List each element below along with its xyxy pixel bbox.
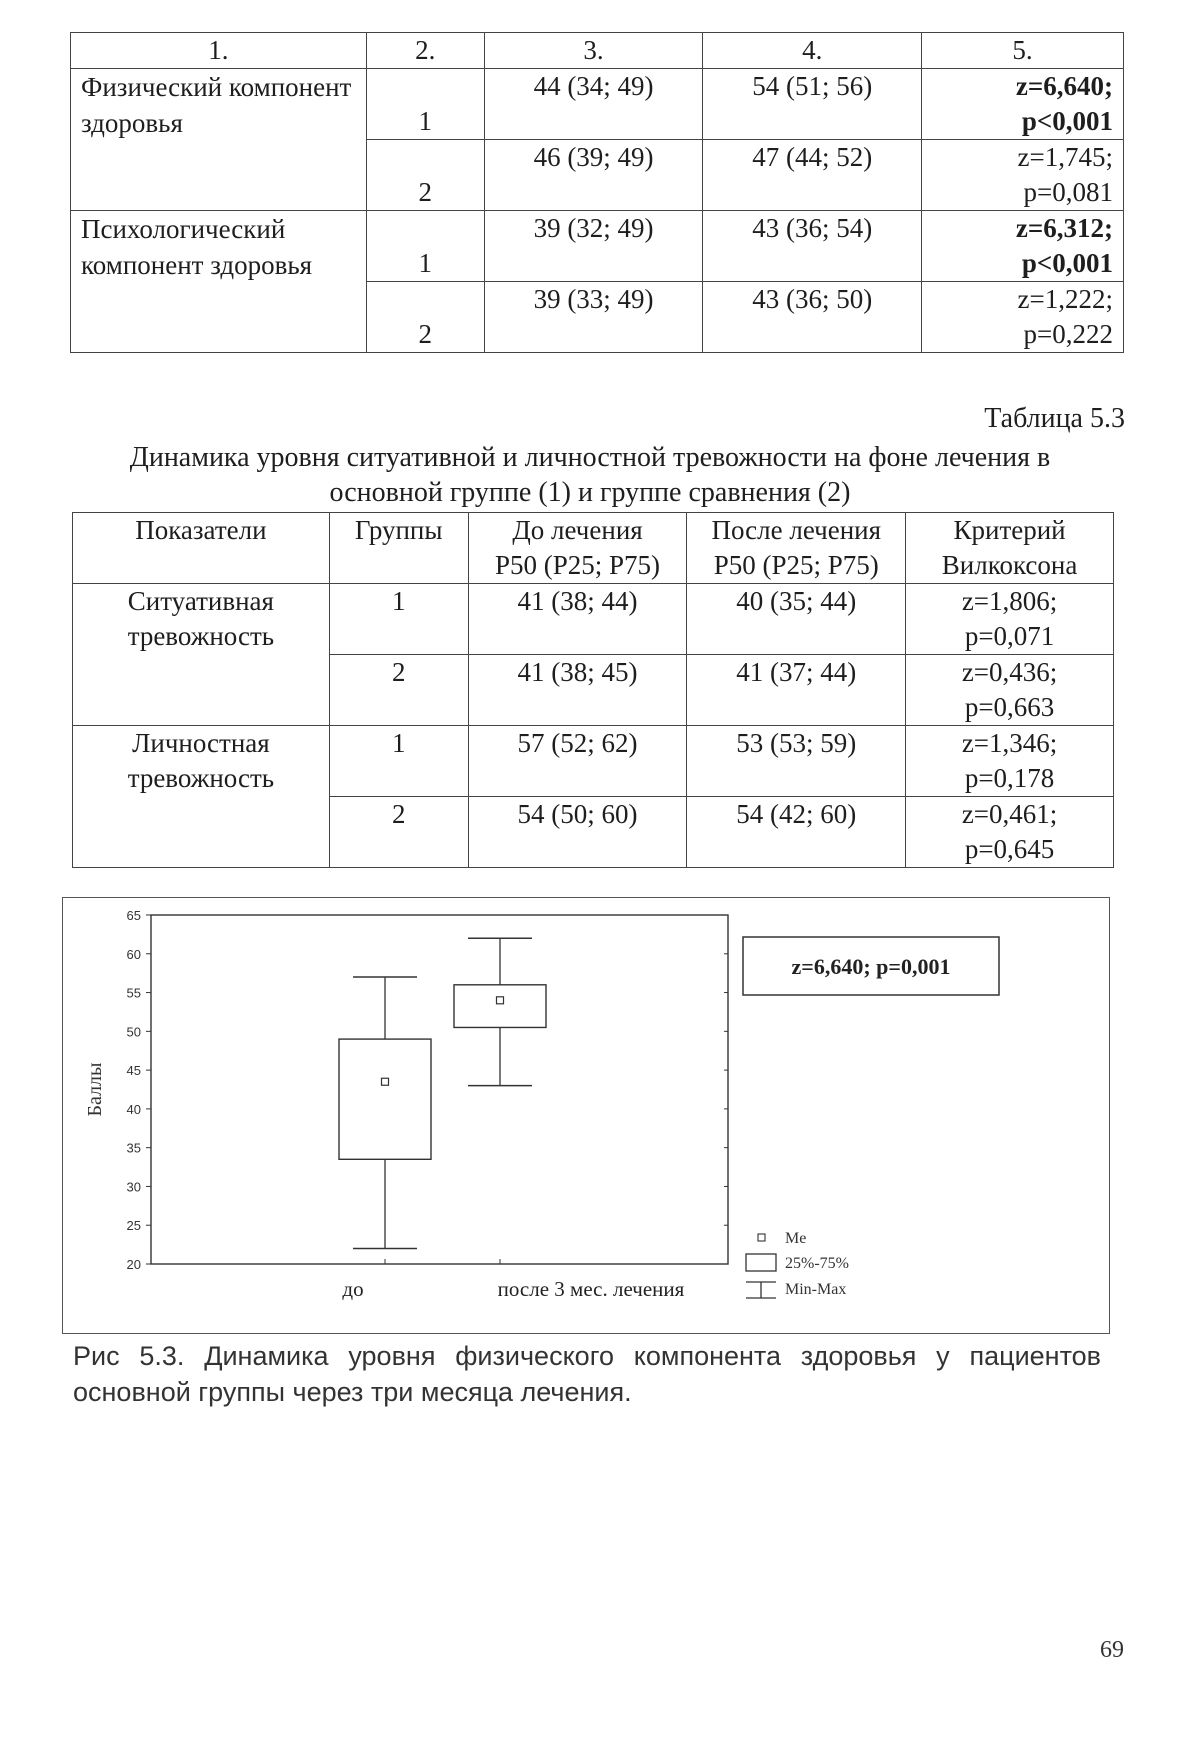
stat-cell [906,655,1114,726]
before-cell: 39 (33; 49) [484,282,703,353]
legend-label-minmax: Min-Max [785,1281,847,1298]
figure-caption: Рис 5.3. Динамика уровня физического компонента здоровья у пациентов основной группы через три месяца лечения. [73,1341,1101,1407]
after-cell: 54 (51; 56) [703,69,922,140]
figure-frame [62,897,1110,1334]
row-label-physical: Физический компонент здоровья [71,69,367,211]
before-cell: 41 (38; 44) [468,584,687,655]
legend-label-me: Me [785,1230,807,1247]
after-cell: 53 (53; 59) [687,726,906,797]
row-label-personal: Личностная тревожность [73,726,330,868]
table-5-3-header-row [73,513,1114,584]
table-number: Таблица 5.3 [984,403,1125,434]
legend-box-marker [746,1254,776,1271]
z-value: z=6,640; [1015,71,1113,101]
page-number: 69 [1100,1637,1124,1663]
table-row [73,584,1114,655]
p-value: p=0,071 [964,621,1055,651]
table-row [71,69,1124,140]
after-cell: 54 (42; 60) [687,797,906,868]
header-before [468,513,687,584]
stat-cell [906,584,1114,655]
group-cell: 1 [329,584,468,655]
header-cell-1: 1. [71,33,367,69]
median-marker [382,1078,389,1085]
stat-cell [906,797,1114,868]
legend-median-marker [758,1234,765,1241]
after-cell: 43 (36; 50) [703,282,922,353]
z-value: z=1,222; [1017,284,1113,314]
stat-cell [906,726,1114,797]
header-indicators: Показатели [73,513,330,584]
median-marker [497,997,504,1004]
iqr-box [454,985,546,1028]
header-after-label: После лечения [711,515,882,545]
p-value: p<0,001 [1021,248,1113,278]
x-tick-label: до [342,1277,364,1301]
group-cell: 2 [329,797,468,868]
header-criterion-label: Критерий [953,515,1066,545]
after-cell: 43 (36; 54) [703,211,922,282]
table-row [73,726,1114,797]
table-top-header-row [71,33,1124,69]
p-value: p=0,222 [1023,319,1113,349]
group-cell: 2 [329,655,468,726]
stat-cell [922,140,1124,211]
y-tick-label: 40 [126,1101,141,1117]
y-tick-label: 25 [126,1218,141,1234]
y-tick-label: 50 [126,1024,141,1040]
group-cell: 1 [366,211,484,282]
x-tick-label: после 3 мес. лечения [497,1277,685,1301]
before-cell: 41 (38; 45) [468,655,687,726]
p-value: p=0,081 [1023,177,1113,207]
z-value: z=0,436; [961,657,1058,687]
group-cell: 2 [366,140,484,211]
after-cell: 41 (37; 44) [687,655,906,726]
stat-cell [922,211,1124,282]
iqr-box [339,1039,431,1159]
stat-cell [922,282,1124,353]
group-cell: 2 [366,282,484,353]
y-tick-label: 20 [126,1257,141,1272]
z-value: z=1,806; [961,586,1058,616]
annotation-text: z=6,640; p=0,001 [791,954,951,979]
header-before-label: До лечения [512,515,643,545]
y-tick-label: 30 [126,1179,141,1195]
plot-area [151,915,728,1264]
after-cell: 47 (44; 52) [703,140,922,211]
header-cell-2: 2. [366,33,484,69]
before-cell: 44 (34; 49) [484,69,703,140]
y-tick-label: 35 [126,1140,141,1156]
before-cell: 39 (32; 49) [484,211,703,282]
before-cell: 54 (50; 60) [468,797,687,868]
header-cell-4: 4. [703,33,922,69]
table-5-3 [72,512,1114,868]
z-value: z=6,312; [1015,213,1113,243]
before-cell: 57 (52; 62) [468,726,687,797]
box-plot [63,898,1109,1333]
header-before-sub: P50 (P25; P75) [495,550,661,580]
after-cell: 40 (35; 44) [687,584,906,655]
z-value: z=1,346; [961,728,1058,758]
header-cell-3: 3. [484,33,703,69]
p-value: p<0,001 [1021,106,1113,136]
row-label-psychological: Психологический компонент здоровья [71,211,367,353]
z-value: z=1,745; [1017,142,1113,172]
row-label-situational: Ситуативная тревожность [73,584,330,726]
header-criterion [906,513,1114,584]
y-tick-label: 65 [126,908,141,923]
table-top [70,32,1124,353]
legend-label-iqr: 25%-75% [785,1255,849,1272]
header-groups: Группы [329,513,468,584]
y-tick-label: 60 [126,946,141,962]
y-tick-label: 55 [126,985,141,1001]
y-axis-label: Баллы [84,1062,106,1117]
header-after [687,513,906,584]
p-value: p=0,663 [964,692,1055,722]
p-value: p=0,178 [964,763,1055,793]
stat-cell [922,69,1124,140]
table-title: Динамика уровня ситуативной и личностной тревожности на фоне лечения в основной группе (1) и группе сравнения (2) [129,442,1051,508]
header-after-sub: P50 (P25; P75) [713,550,879,580]
group-cell: 1 [329,726,468,797]
p-value: p=0,645 [964,834,1055,864]
header-criterion-sub: Вилкоксона [941,550,1078,580]
header-cell-5: 5. [922,33,1124,69]
z-value: z=0,461; [961,799,1058,829]
before-cell: 46 (39; 49) [484,140,703,211]
group-cell: 1 [366,69,484,140]
table-row [71,211,1124,282]
y-tick-label: 45 [126,1063,141,1079]
